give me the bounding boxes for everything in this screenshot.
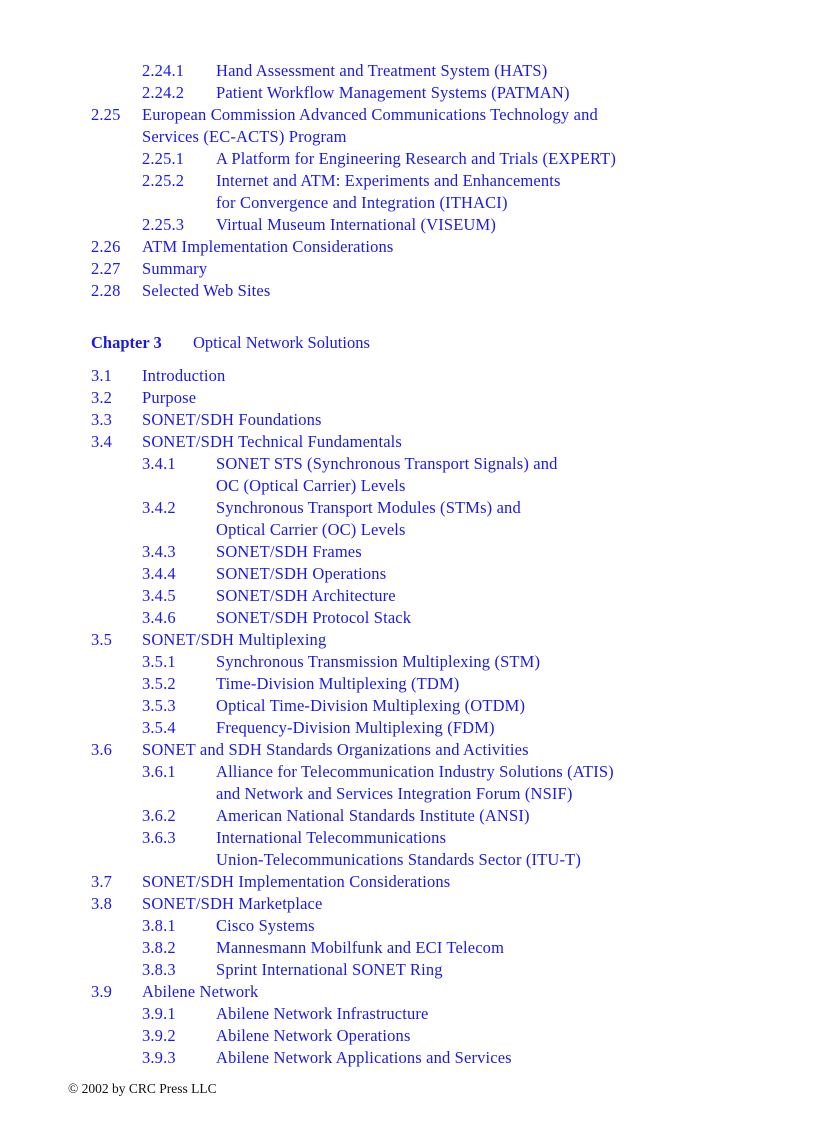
toc-entry-number: 3.6 bbox=[91, 740, 113, 759]
toc-entry-continuation[interactable] bbox=[0, 849, 816, 871]
toc-entry-title: Time-Division Multiplexing (TDM) bbox=[216, 674, 460, 693]
toc-entry-title: SONET/SDH Implementation Considerations bbox=[142, 872, 451, 891]
toc-entry-title: Selected Web Sites bbox=[142, 281, 271, 300]
toc-entry-number: 2.27 bbox=[91, 259, 121, 278]
toc-entry-number: 3.9 bbox=[91, 982, 113, 1001]
toc-entry[interactable] bbox=[0, 695, 816, 717]
toc-entry-title: Cisco Systems bbox=[216, 916, 315, 935]
toc-entry-number: 3.8.3 bbox=[142, 960, 176, 979]
toc-entry[interactable] bbox=[0, 1047, 816, 1069]
toc-entry[interactable] bbox=[0, 431, 816, 453]
toc-entry[interactable] bbox=[0, 170, 816, 192]
toc-entry-title: SONET/SDH Frames bbox=[216, 542, 362, 561]
toc-entry[interactable] bbox=[0, 717, 816, 739]
toc-entry-number: 2.25.3 bbox=[142, 215, 185, 234]
toc-entry-title: Alliance for Telecommunication Industry Solutions (ATIS) bbox=[216, 762, 614, 781]
toc-entry-number: 3.5.3 bbox=[142, 696, 176, 715]
toc-entry-number: 3.7 bbox=[91, 872, 113, 891]
toc-entry-title: Hand Assessment and Treatment System (HATS) bbox=[216, 61, 548, 80]
toc-entry-title: SONET/SDH Architecture bbox=[216, 586, 396, 605]
toc-entry[interactable] bbox=[0, 915, 816, 937]
toc-entry-title: American National Standards Institute (ANSI) bbox=[216, 806, 530, 825]
toc-entry-title: Patient Workflow Management Systems (PATMAN) bbox=[216, 83, 570, 102]
chapter-heading[interactable] bbox=[0, 332, 816, 354]
toc-entry-number: 3.8.2 bbox=[142, 938, 176, 957]
toc-entry-number: 3.1 bbox=[91, 366, 113, 385]
toc-entry-number: 3.6.3 bbox=[142, 828, 176, 847]
toc-entry-title: SONET/SDH Marketplace bbox=[142, 894, 323, 913]
toc-entry-number: 3.4.2 bbox=[142, 498, 176, 517]
toc-entry[interactable] bbox=[0, 761, 816, 783]
toc-entry-number: 3.3 bbox=[91, 410, 113, 429]
toc-entry-title: A Platform for Engineering Research and Trials (EXPERT) bbox=[216, 149, 616, 168]
toc-entry-title: Mannesmann Mobilfunk and ECI Telecom bbox=[216, 938, 505, 957]
toc-entry-number: 2.25.2 bbox=[142, 171, 185, 190]
toc-entry-title: Frequency-Division Multiplexing (FDM) bbox=[216, 718, 495, 737]
toc-section-chapter-2 bbox=[0, 60, 816, 302]
toc-entry-number: 3.4.1 bbox=[142, 454, 176, 473]
toc-entry-continuation[interactable] bbox=[0, 519, 816, 541]
toc-entry[interactable] bbox=[0, 365, 816, 387]
toc-entry-title: International Telecommunications bbox=[216, 828, 447, 847]
toc-entry-number: 3.9.3 bbox=[142, 1048, 176, 1067]
toc-entry[interactable] bbox=[0, 104, 816, 126]
toc-entry-title: Sprint International SONET Ring bbox=[216, 960, 443, 979]
toc-entry[interactable] bbox=[0, 497, 816, 519]
toc-entry-number: 3.8 bbox=[91, 894, 113, 913]
toc-entry-number: 2.24.2 bbox=[142, 83, 185, 102]
toc-entry-number: 3.9.2 bbox=[142, 1026, 176, 1045]
toc-entry-continuation[interactable] bbox=[0, 192, 816, 214]
toc-entry-title: SONET STS (Synchronous Transport Signals) and bbox=[216, 454, 558, 473]
chapter-label: Chapter 3 bbox=[91, 333, 162, 352]
toc-entry-title: Internet and ATM: Experiments and Enhancements bbox=[216, 171, 561, 190]
toc-entry[interactable] bbox=[0, 959, 816, 981]
toc-entry-continuation[interactable] bbox=[0, 126, 816, 148]
toc-entry-title: for Convergence and Integration (ITHACI) bbox=[216, 193, 508, 212]
toc-entry[interactable] bbox=[0, 1003, 816, 1025]
toc-entry-title: SONET/SDH Operations bbox=[216, 564, 387, 583]
toc-entry-number: 3.4 bbox=[91, 432, 113, 451]
toc-entry[interactable] bbox=[0, 258, 816, 280]
toc-entry-number: 2.24.1 bbox=[142, 61, 185, 80]
toc-section-chapter-3 bbox=[0, 365, 816, 1069]
toc-entry-number: 3.4.3 bbox=[142, 542, 176, 561]
toc-entry-number: 2.25 bbox=[91, 105, 121, 124]
toc-entry[interactable] bbox=[0, 387, 816, 409]
spacer bbox=[0, 302, 816, 332]
toc-entry-title: ATM Implementation Considerations bbox=[142, 237, 394, 256]
toc-entry-continuation[interactable] bbox=[0, 475, 816, 497]
toc-entry-title: and Network and Services Integration Forum (NSIF) bbox=[216, 784, 573, 803]
toc-entry[interactable] bbox=[0, 739, 816, 761]
toc-entry-title: SONET/SDH Foundations bbox=[142, 410, 322, 429]
toc-entry-title: SONET and SDH Standards Organizations and Activities bbox=[142, 740, 529, 759]
toc-entry[interactable] bbox=[0, 60, 816, 82]
toc-entry-title: Abilene Network Applications and Services bbox=[216, 1048, 512, 1067]
toc-entry[interactable] bbox=[0, 214, 816, 236]
toc-entry[interactable] bbox=[0, 1025, 816, 1047]
toc-entry-number: 3.4.5 bbox=[142, 586, 176, 605]
table-of-contents bbox=[0, 60, 816, 1069]
toc-entry-number: 3.5.4 bbox=[142, 718, 176, 737]
chapter-title: Optical Network Solutions bbox=[193, 333, 370, 352]
toc-entry-title: Optical Time-Division Multiplexing (OTDM) bbox=[216, 696, 526, 715]
toc-entry[interactable] bbox=[0, 893, 816, 915]
toc-entry-title: Abilene Network Infrastructure bbox=[216, 1004, 429, 1023]
toc-entry-number: 3.6.1 bbox=[142, 762, 176, 781]
toc-entry-title: Synchronous Transmission Multiplexing (STM) bbox=[216, 652, 541, 671]
toc-entry-number: 3.8.1 bbox=[142, 916, 176, 935]
toc-entry-title: Union-Telecommunications Standards Sector (ITU-T) bbox=[216, 850, 581, 869]
toc-entry[interactable] bbox=[0, 82, 816, 104]
toc-entry-title: SONET/SDH Technical Fundamentals bbox=[142, 432, 402, 451]
toc-entry-title: SONET/SDH Multiplexing bbox=[142, 630, 327, 649]
toc-entry[interactable] bbox=[0, 629, 816, 651]
toc-entry-number: 3.6.2 bbox=[142, 806, 176, 825]
toc-entry[interactable] bbox=[0, 805, 816, 827]
toc-entry-number: 2.28 bbox=[91, 281, 121, 300]
toc-entry[interactable] bbox=[0, 937, 816, 959]
toc-entry[interactable] bbox=[0, 236, 816, 258]
toc-entry[interactable] bbox=[0, 453, 816, 475]
toc-entry-title: Summary bbox=[142, 259, 208, 278]
toc-entry[interactable] bbox=[0, 585, 816, 607]
toc-entry-number: 2.26 bbox=[91, 237, 121, 256]
toc-entry[interactable] bbox=[0, 827, 816, 849]
toc-entry-title: Virtual Museum International (VISEUM) bbox=[216, 215, 496, 234]
toc-entry-number: 3.5 bbox=[91, 630, 113, 649]
toc-entry[interactable] bbox=[0, 673, 816, 695]
toc-entry-title: Optical Carrier (OC) Levels bbox=[216, 520, 406, 539]
toc-entry-title: European Commission Advanced Communications Technology and bbox=[142, 105, 598, 124]
copyright-footer: © 2002 by CRC Press LLC bbox=[68, 1081, 217, 1096]
toc-entry-title: Services (EC-ACTS) Program bbox=[142, 127, 347, 146]
toc-entry-title: Purpose bbox=[142, 388, 197, 407]
toc-entry[interactable] bbox=[0, 409, 816, 431]
toc-entry[interactable] bbox=[0, 981, 816, 1003]
toc-entry-title: Synchronous Transport Modules (STMs) and bbox=[216, 498, 521, 517]
toc-entry[interactable] bbox=[0, 541, 816, 563]
toc-entry[interactable] bbox=[0, 607, 816, 629]
toc-entry[interactable] bbox=[0, 651, 816, 673]
toc-entry-continuation[interactable] bbox=[0, 783, 816, 805]
toc-entry[interactable] bbox=[0, 148, 816, 170]
toc-entry-number: 3.5.1 bbox=[142, 652, 176, 671]
toc-entry-title: Introduction bbox=[142, 366, 226, 385]
toc-entry-number: 3.9.1 bbox=[142, 1004, 176, 1023]
toc-entry[interactable] bbox=[0, 871, 816, 893]
toc-entry-title: Abilene Network Operations bbox=[216, 1026, 411, 1045]
toc-entry[interactable] bbox=[0, 563, 816, 585]
toc-entry-title: SONET/SDH Protocol Stack bbox=[216, 608, 412, 627]
toc-entry-number: 3.2 bbox=[91, 388, 113, 407]
toc-entry[interactable] bbox=[0, 280, 816, 302]
toc-entry-number: 2.25.1 bbox=[142, 149, 185, 168]
toc-entry-number: 3.4.6 bbox=[142, 608, 176, 627]
toc-entry-number: 3.4.4 bbox=[142, 564, 176, 583]
toc-entry-number: 3.5.2 bbox=[142, 674, 176, 693]
toc-entry-title: Abilene Network bbox=[142, 982, 259, 1001]
toc-entry-title: OC (Optical Carrier) Levels bbox=[216, 476, 406, 495]
